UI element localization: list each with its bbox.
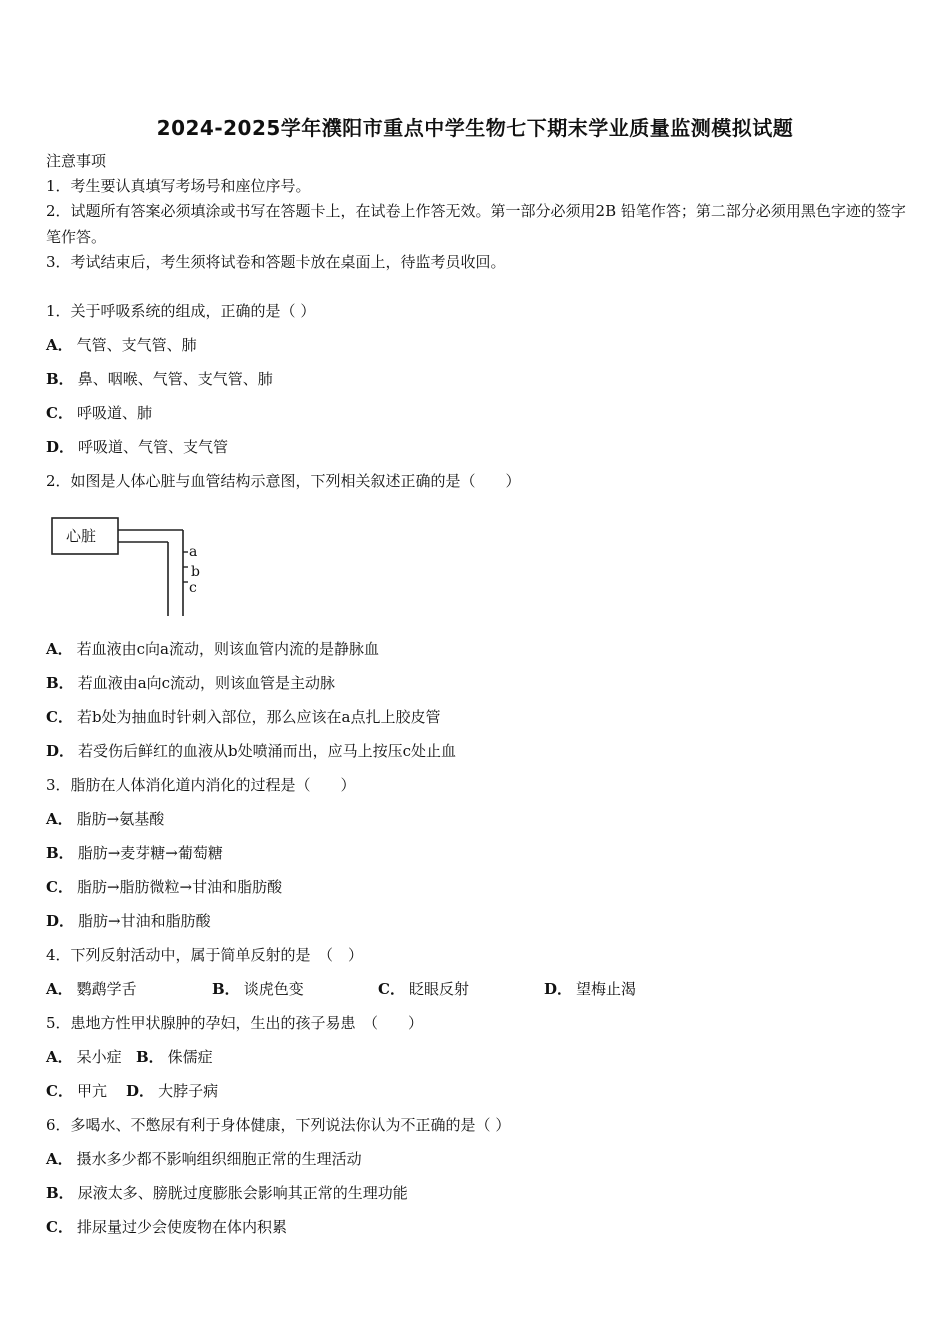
question-6-option-a: A． 摄水多少都不影响组织细胞正常的生理活动 [46,1150,362,1168]
point-b-label: b [191,564,200,580]
question-4-options [46,979,710,999]
question-4-stem: 4．下列反射活动中，属于简单反射的是 （ ） [46,946,364,964]
question-2-option-a: A． 若血液由c向a流动，则该血管内流的是静脉血 [46,640,379,658]
notice-heading: 注意事项 [46,152,107,170]
question-4-option-c: C． 眨眼反射 [378,980,469,998]
question-6-option-c: C． 排尿量过少会使废物在体内积累 [46,1218,287,1236]
point-a-label: a [189,544,198,560]
question-3-option-a: A． 脂肪→氨基酸 [46,810,165,828]
page-title: 2024-2025学年濮阳市重点中学生物七下期末学业质量监测模拟试题 [156,116,794,140]
question-5-options-ab: A． 呆小症 B． 侏儒症 [46,1048,213,1066]
question-5-stem: 5．患地方性甲状腺肿的孕妇，生出的孩子易患 （ ） [46,1014,424,1032]
notice-item-3: 3．考试结束后，考生须将试卷和答题卡放在桌面上，待监考员收回。 [46,253,506,271]
question-1-option-c: C． 呼吸道、肺 [46,404,152,422]
question-2-option-d: D． 若受伤后鲜红的血液从b处喷涌而出，应马上按压c处止血 [46,742,457,760]
question-1-option-a: A． 气管、支气管、肺 [46,336,197,354]
question-4-option-d: D． 望梅止渴 [544,980,637,998]
question-5-options-cd: C． 甲亢 D． 大脖子病 [46,1082,219,1100]
question-3-stem: 3．脂肪在人体消化道内消化的过程是（ ） [46,776,356,794]
question-2-stem: 2．如图是人体心脏与血管结构示意图，下列相关叙述正确的是（ ） [46,472,521,490]
question-4-option-a: A． 鹦鹉学舌 [46,980,137,998]
question-3-option-c: C． 脂肪→脂肪微粒→甘油和脂肪酸 [46,878,283,896]
notice-item-2: 2．试题所有答案必须填涂或书写在答题卡上，在试卷上作答无效。第一部分必须用2B 铅笔作答；第二部分必须用黑色字迹的签字笔作答。 [46,202,906,246]
question-4-option-b: B． 谈虎色变 [212,980,304,998]
question-2-option-b: B． 若血液由a向c流动，则该血管是主动脉 [46,674,336,692]
question-3-option-b: B． 脂肪→麦芽糖→葡萄糖 [46,844,223,862]
heart-vessel-diagram [46,512,216,620]
question-6-option-b: B． 尿液太多、膀胱过度膨胀会影响其正常的生理功能 [46,1184,408,1202]
notice-item-1: 1．考生要认真填写考场号和座位序号。 [46,177,311,195]
question-6-stem: 6．多喝水、不憋尿有利于身体健康，下列说法你认为不正确的是（ ） [46,1116,511,1134]
point-c-label: c [189,580,197,596]
question-1-option-b: B． 鼻、咽喉、气管、支气管、肺 [46,370,273,388]
question-1-stem: 1．关于呼吸系统的组成，正确的是（ ） [46,302,316,320]
question-2-option-c: C． 若b处为抽血时针刺入部位，那么应该在a点扎上胶皮管 [46,708,441,726]
heart-box-label: 心脏 [66,527,97,545]
question-1-option-d: D． 呼吸道、气管、支气管 [46,438,229,456]
question-3-option-d: D． 脂肪→甘油和脂肪酸 [46,912,211,930]
